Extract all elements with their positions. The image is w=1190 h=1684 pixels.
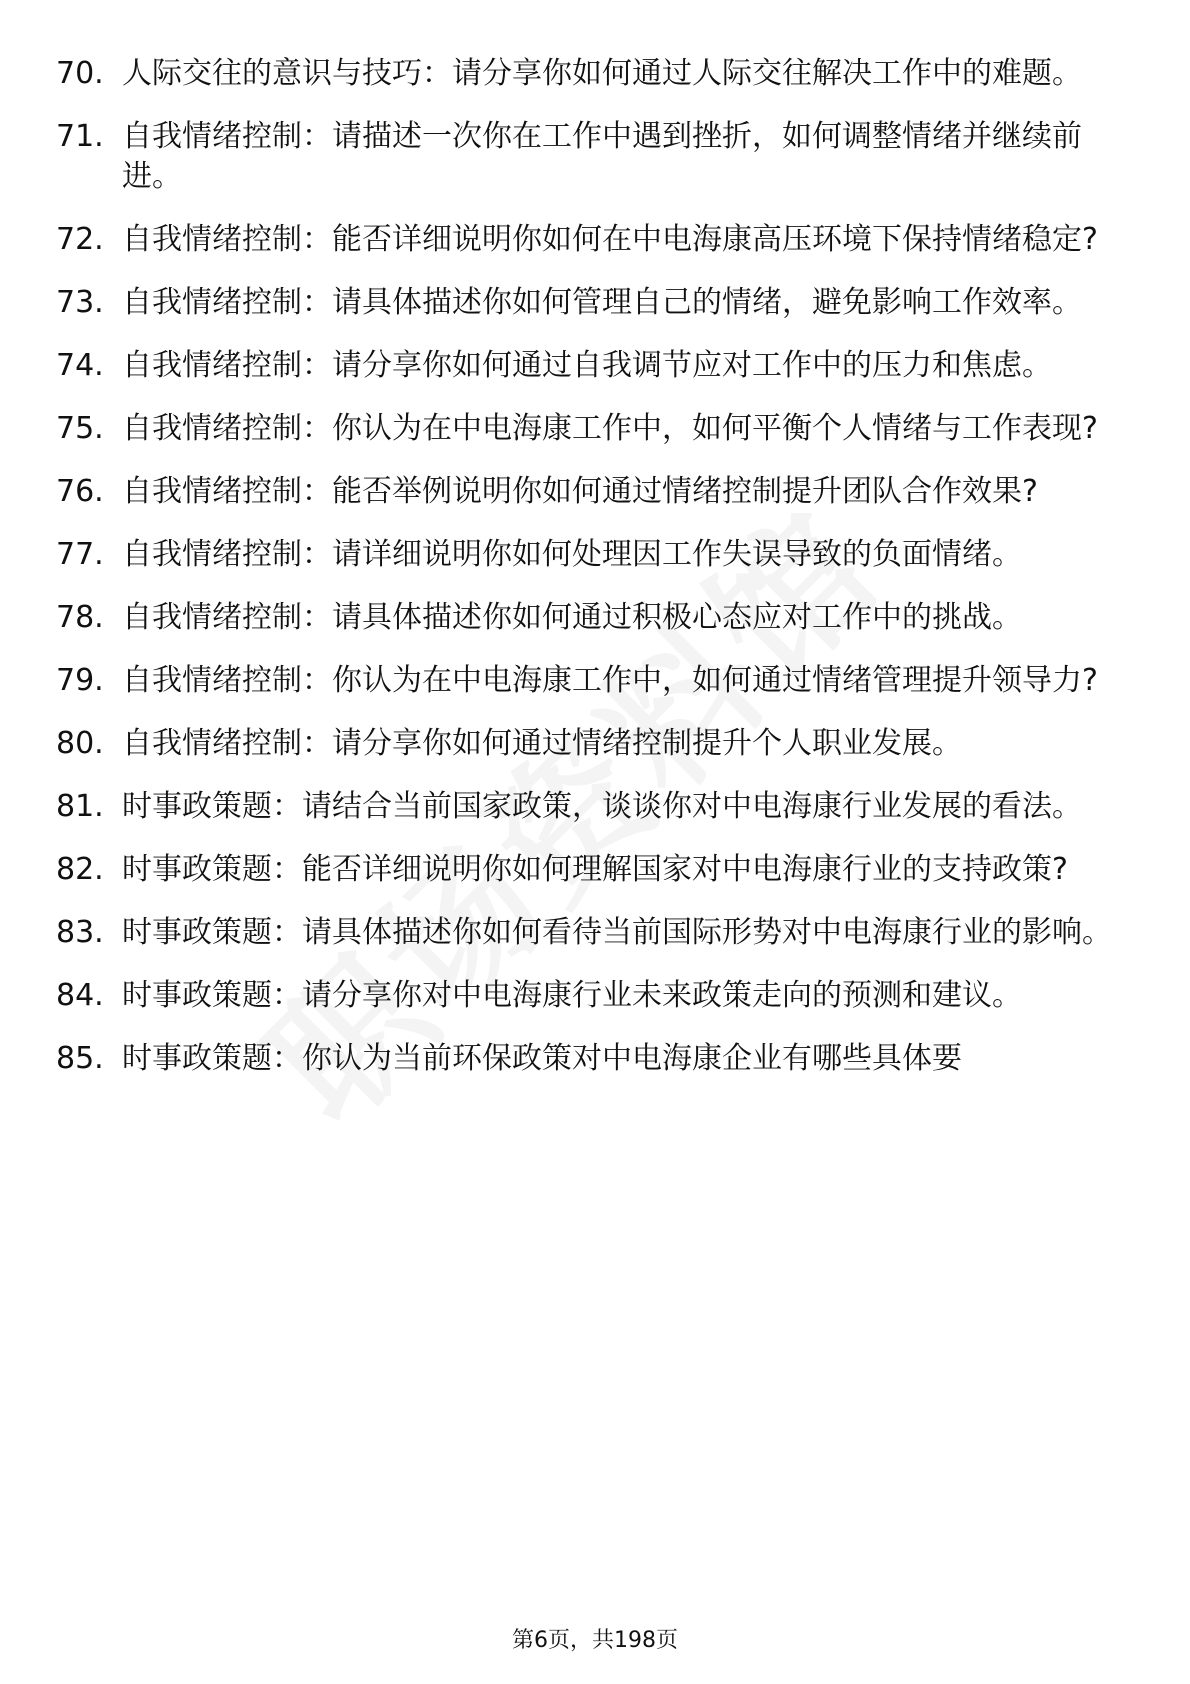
question-list — [56, 54, 1136, 1102]
question-text: 自我情绪控制：能否详细说明你如何在中电海康高压环境下保持情绪稳定? — [122, 222, 1098, 257]
list-item — [56, 913, 1136, 953]
question-text: 自我情绪控制：请分享你如何通过情绪控制提升个人职业发展。 — [122, 726, 962, 761]
list-item — [56, 220, 1136, 260]
question-number: 78. — [56, 600, 104, 635]
list-item — [56, 54, 1136, 94]
question-number: 77. — [56, 537, 104, 572]
list-item — [56, 598, 1136, 638]
question-text: 自我情绪控制：请分享你如何通过自我调节应对工作中的压力和焦虑。 — [122, 348, 1052, 383]
question-text: 自我情绪控制：请具体描述你如何管理自己的情绪，避免影响工作效率。 — [122, 285, 1082, 320]
question-text: 时事政策题：请具体描述你如何看待当前国际形势对中电海康行业的影响。 — [122, 915, 1112, 950]
list-item — [56, 409, 1136, 449]
question-text: 时事政策题：请分享你对中电海康行业未来政策走向的预测和建议。 — [122, 978, 1022, 1013]
question-text: 自我情绪控制：请描述一次你在工作中遇到挫折，如何调整情绪并继续前进。 — [122, 119, 1082, 194]
question-number: 82. — [56, 852, 104, 887]
list-item — [56, 724, 1136, 764]
list-item — [56, 535, 1136, 575]
list-item — [56, 346, 1136, 386]
list-item — [56, 661, 1136, 701]
question-number: 75. — [56, 411, 104, 446]
question-text: 时事政策题：能否详细说明你如何理解国家对中电海康行业的支持政策? — [122, 852, 1068, 887]
question-number: 79. — [56, 663, 104, 698]
question-text: 自我情绪控制：能否举例说明你如何通过情绪控制提升团队合作效果? — [122, 474, 1038, 509]
question-text: 人际交往的意识与技巧：请分享你如何通过人际交往解决工作中的难题。 — [122, 56, 1082, 91]
page-footer: 第6页，共198页 — [512, 1628, 678, 1653]
question-text: 时事政策题：请结合当前国家政策，谈谈你对中电海康行业发展的看法。 — [122, 789, 1082, 824]
question-number: 81. — [56, 789, 104, 824]
question-text: 时事政策题：你认为当前环保政策对中电海康企业有哪些具体要 — [122, 1041, 962, 1076]
list-item — [56, 117, 1136, 197]
question-text: 自我情绪控制：你认为在中电海康工作中，如何通过情绪管理提升领导力? — [122, 663, 1098, 698]
question-number: 84. — [56, 978, 104, 1013]
list-item — [56, 787, 1136, 827]
list-item — [56, 283, 1136, 323]
question-number: 72. — [56, 222, 104, 257]
question-text: 自我情绪控制：请详细说明你如何处理因工作失误导致的负面情绪。 — [122, 537, 1022, 572]
question-text: 自我情绪控制：请具体描述你如何通过积极心态应对工作中的挑战。 — [122, 600, 1022, 635]
question-number: 85. — [56, 1041, 104, 1076]
question-number: 70. — [56, 56, 104, 91]
list-item — [56, 472, 1136, 512]
list-item — [56, 1039, 1136, 1079]
question-text: 自我情绪控制：你认为在中电海康工作中，如何平衡个人情绪与工作表现? — [122, 411, 1098, 446]
list-item — [56, 850, 1136, 890]
question-number: 83. — [56, 915, 104, 950]
question-number: 76. — [56, 474, 104, 509]
question-number: 80. — [56, 726, 104, 761]
question-number: 74. — [56, 348, 104, 383]
question-number: 71. — [56, 119, 104, 154]
list-item — [56, 976, 1136, 1016]
question-number: 73. — [56, 285, 104, 320]
